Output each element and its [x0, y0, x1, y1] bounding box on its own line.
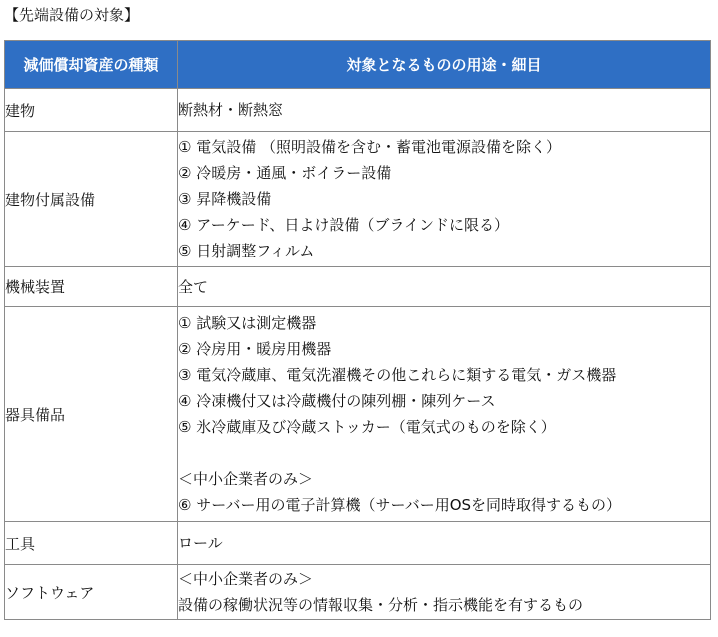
- usage-details: [178, 132, 711, 267]
- detail-line: 設備の稼働状況等の情報収集・分析・指示機能を有するもの: [178, 596, 584, 614]
- blank-line: [178, 440, 710, 466]
- usage-details: [178, 89, 711, 132]
- detail-line: ② 冷暖房・通風・ボイラー設備: [178, 164, 392, 182]
- detail-line: ⑥ サーバー用の電子計算機（サーバー用OSを同時取得するもの）: [178, 496, 622, 514]
- asset-category: 器具備品: [5, 307, 178, 522]
- asset-category: 建物: [5, 89, 178, 132]
- detail-line: ③ 電気冷蔵庫、電気洗濯機その他これらに類する電気・ガス機器: [178, 366, 617, 384]
- detail-line: ⑤ 氷冷蔵庫及び冷蔵ストッカー（電気式のものを除く）: [178, 418, 556, 436]
- usage-details: [178, 267, 711, 307]
- detail-line: ⑤ 日射調整フィルム: [178, 242, 315, 260]
- detail-line: ③ 昇降機設備: [178, 190, 272, 208]
- asset-category: 建物付属設備: [5, 132, 178, 267]
- asset-category: 機械装置: [5, 267, 178, 307]
- detail-line: ② 冷房用・暖房用機器: [178, 340, 332, 358]
- table-row: [5, 307, 711, 522]
- detail-line: ＜中小企業者のみ＞: [178, 470, 314, 488]
- table-row: [5, 565, 711, 620]
- usage-details: [178, 565, 711, 620]
- table-header-row: [5, 41, 711, 89]
- asset-category: 工具: [5, 522, 178, 565]
- detail-line: ① 試験又は測定機器: [178, 314, 317, 332]
- usage-details: [178, 307, 711, 522]
- header-usage-details: 対象となるものの用途・細目: [178, 41, 711, 89]
- detail-line: 断熱材・断熱窓: [178, 101, 284, 119]
- detail-line: ロール: [178, 534, 223, 552]
- asset-category: ソフトウェア: [5, 565, 178, 620]
- equipment-table: [4, 40, 711, 620]
- usage-details: [178, 522, 711, 565]
- table-caption: 【先端設備の対象】: [4, 6, 140, 24]
- table-row: [5, 522, 711, 565]
- header-asset-type: 減価償却資産の種類: [5, 41, 178, 89]
- detail-line: ④ 冷凍機付又は冷蔵機付の陳列棚・陳列ケース: [178, 392, 496, 410]
- table-row: [5, 89, 711, 132]
- detail-line: ＜中小企業者のみ＞: [178, 570, 314, 588]
- detail-line: 全て: [178, 277, 209, 296]
- detail-line: ① 電気設備 （照明設備を含む・蓄電池電源設備を除く）: [178, 138, 561, 156]
- table-row: [5, 267, 711, 307]
- detail-line: ④ アーケード、日よけ設備（ブラインドに限る）: [178, 216, 509, 234]
- table-row: [5, 132, 711, 267]
